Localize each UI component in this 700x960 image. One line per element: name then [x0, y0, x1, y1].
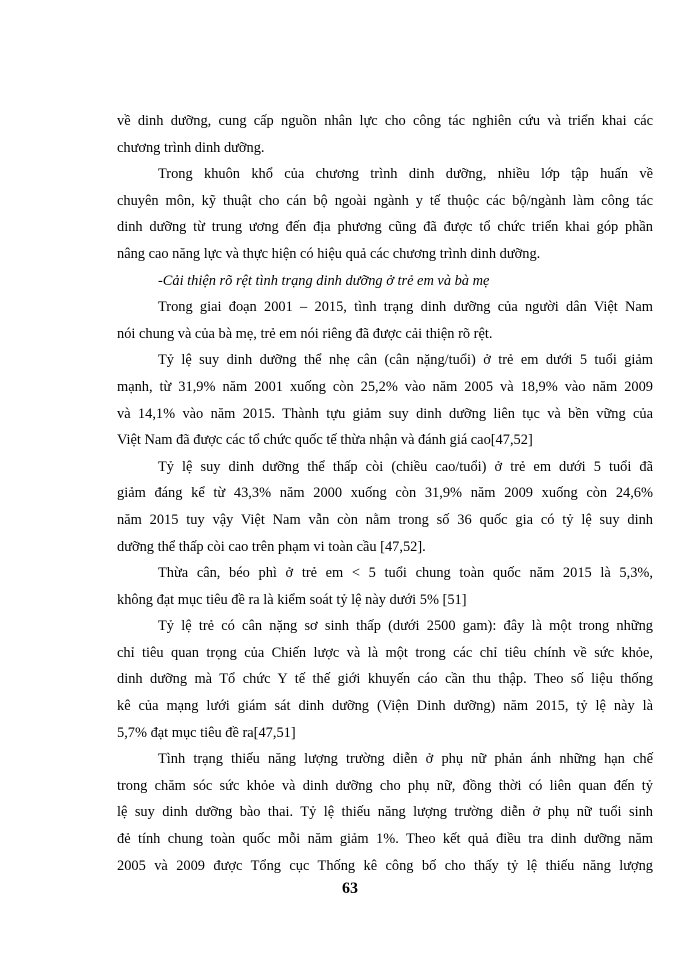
- text-line: Thừa cân, béo phì ở trẻ em < 5 tuổi chung toàn quốc năm 2015 là 5,3%,: [158, 565, 653, 582]
- text-line: nói chung và của bà mẹ, trẻ em nói riêng đã được cải thiện rõ rệt.: [117, 325, 493, 342]
- text-line: dưỡng thể thấp còi cao trên phạm vi toàn cầu [47,52].: [117, 538, 426, 555]
- paragraph: [117, 454, 653, 560]
- paragraph: [117, 161, 653, 267]
- text-line: dinh dưỡng từ trung ương đến địa phương cũng đã được tổ chức triển khai góp phần: [117, 219, 653, 236]
- text-line: Việt Nam đã được các tổ chức quốc tế thừa nhận và đánh giá cao[47,52]: [117, 432, 533, 449]
- text-line: 2005 và 2009 được Tổng cục Thống kê công bố cho thấy tỷ lệ thiếu năng lượng: [117, 857, 653, 874]
- text-line: Trong khuôn khổ của chương trình dinh dưỡng, nhiều lớp tập huấn về: [158, 166, 653, 183]
- text-line: chương trình dinh dưỡng.: [117, 139, 265, 156]
- paragraph: [117, 560, 653, 613]
- text-line: và 14,1% vào năm 2015. Thành tựu giảm suy dinh dưỡng liên tục và bền vững của: [117, 405, 653, 422]
- text-line: không đạt mục tiêu đề ra là kiểm soát tỷ lệ này dưới 5% [51]: [117, 591, 467, 608]
- text-line: trong chăm sóc sức khỏe và dinh dưỡng cho phụ nữ, đồng thời có liên quan đến tỷ: [117, 777, 653, 794]
- text-line: 5,7% đạt mục tiêu đề ra[47,51]: [117, 724, 296, 741]
- section-heading: [117, 268, 653, 295]
- text-line: Tỷ lệ suy dinh dưỡng thể nhẹ cân (cân nặng/tuổi) ở trẻ em dưới 5 tuổi giảm: [158, 352, 653, 369]
- paragraph: [117, 613, 653, 746]
- text-line: nâng cao năng lực và thực hiện có hiệu quả các chương trình dinh dưỡng.: [117, 245, 541, 262]
- paragraph: [117, 108, 653, 161]
- document-body: [117, 108, 653, 879]
- text-line: đẻ tính chung toàn quốc mỗi năm giảm 1%. Theo kết quả điều tra dinh dưỡng năm: [117, 831, 653, 848]
- text-line: Tỷ lệ trẻ có cân nặng sơ sinh thấp (dưới 2500 gam): đây là một trong những: [158, 618, 653, 635]
- text-line: chuyên môn, kỹ thuật cho cán bộ ngoài ngành y tế thuộc các bộ/ngành làm công tác: [117, 192, 653, 209]
- text-line: mạnh, từ 31,9% năm 2001 xuống còn 25,2% vào năm 2005 và 18,9% vào năm 2009: [117, 378, 653, 395]
- text-line: về dinh dưỡng, cung cấp nguồn nhân lực cho công tác nghiên cứu và triển khai các: [117, 113, 653, 129]
- text-line: lệ suy dinh dưỡng bào thai. Tỷ lệ thiếu năng lượng trường diễn ở phụ nữ tuổi sinh: [117, 804, 653, 821]
- text-line: Tình trạng thiếu năng lượng trường diễn ở phụ nữ phản ánh những hạn chế: [158, 751, 653, 768]
- text-line: dinh dưỡng mà Tổ chức Y tế thế giới khuyến cáo cần thu thập. Theo số liệu thống: [117, 671, 653, 688]
- paragraph: [117, 347, 653, 453]
- text-line: -Cải thiện rõ rệt tình trạng dinh dưỡng ở trẻ em và bà mẹ: [158, 272, 490, 289]
- text-line: giảm đáng kể từ 43,3% năm 2000 xuống còn 31,9% năm 2009 xuống còn 24,6%: [117, 485, 653, 502]
- text-line: năm 2015 tuy vậy Việt Nam vẫn còn nằm trong số 36 quốc gia có tỷ lệ suy dinh: [117, 511, 653, 528]
- text-line: kê của mạng lưới giám sát dinh dưỡng (Viện Dinh dưỡng) năm 2015, tỷ lệ này là: [117, 698, 653, 715]
- paragraph: [117, 746, 653, 879]
- page-number: 63: [342, 880, 358, 897]
- text-line: Tỷ lệ suy dinh dưỡng thể thấp còi (chiều cao/tuổi) ở trẻ em dưới 5 tuổi đã: [158, 458, 653, 475]
- paragraph: [117, 294, 653, 347]
- text-line: chỉ tiêu quan trọng của Chiến lược và là một trong các chỉ tiêu chính về sức khỏe,: [117, 644, 653, 661]
- text-line: Trong giai đoạn 2001 – 2015, tình trạng dinh dưỡng của người dân Việt Nam: [158, 299, 653, 316]
